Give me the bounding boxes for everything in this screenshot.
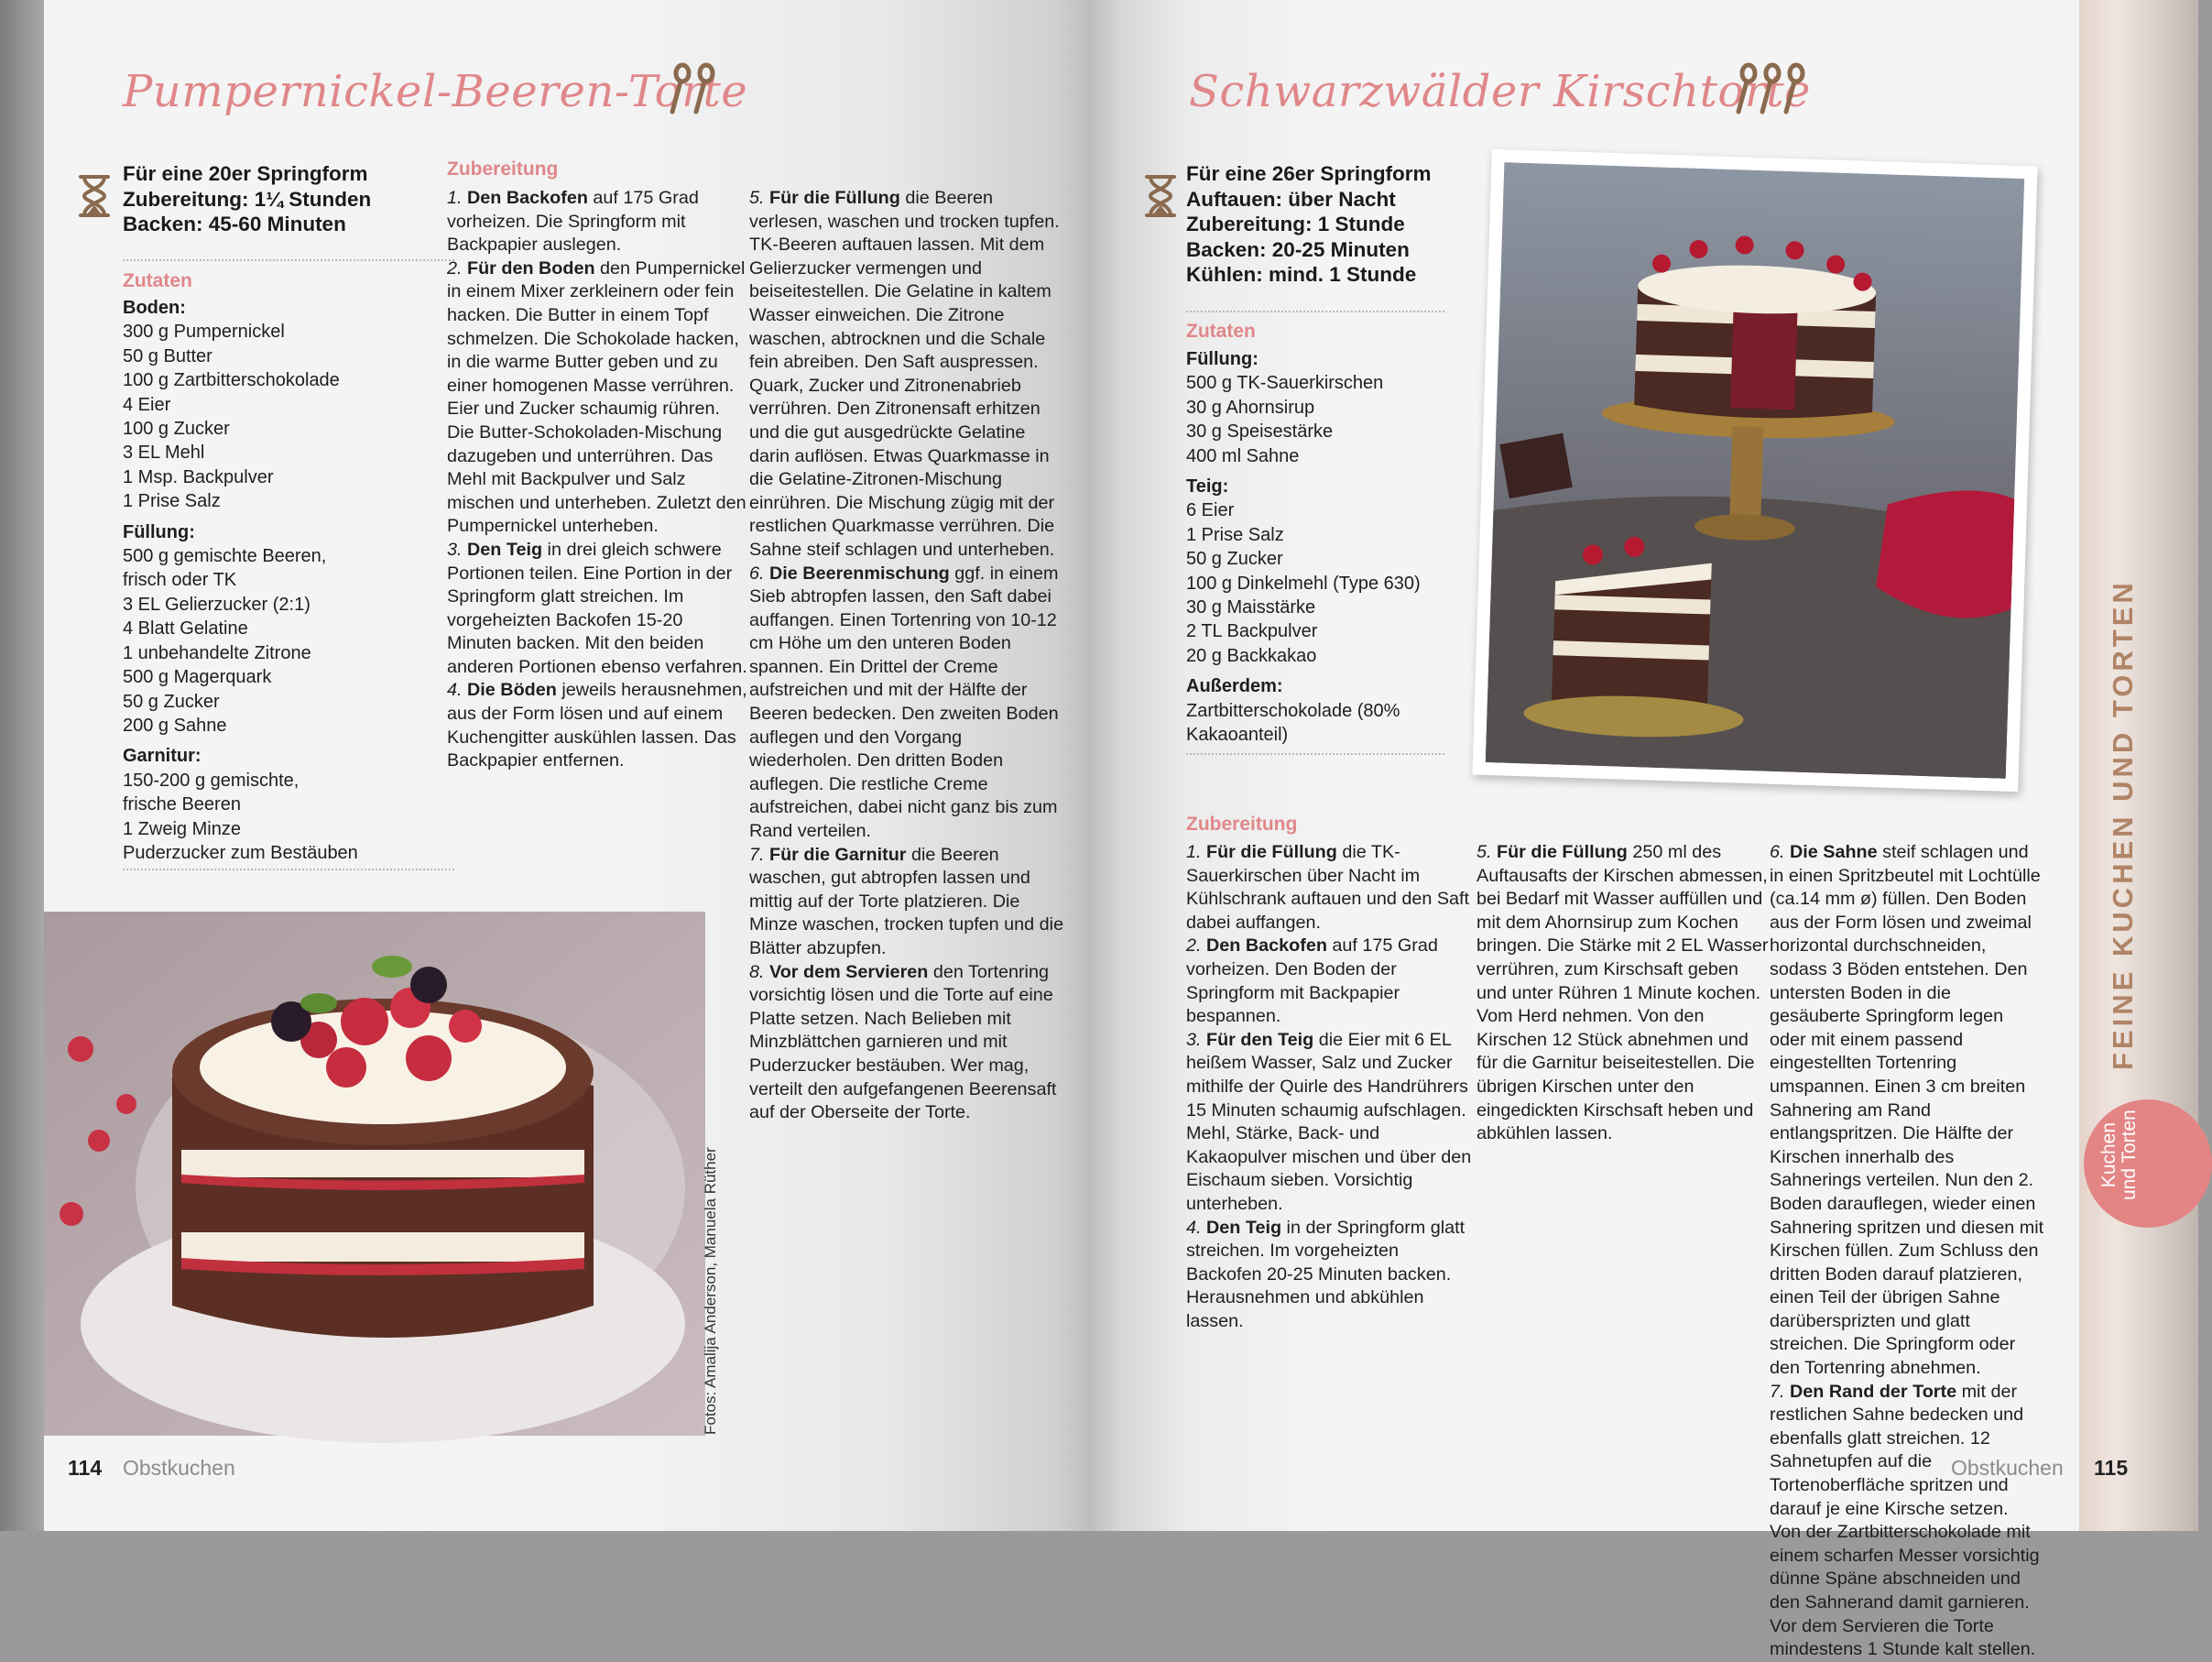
difficulty-spoons [1733, 62, 1810, 126]
ingredient: 50 g Zucker [1186, 549, 1283, 570]
preparation-column [447, 187, 749, 773]
photo-credit: Fotos: Amalija Anderson, Manuela Rüther [702, 1147, 719, 1435]
divider [123, 869, 454, 870]
cake-photo-image [1486, 162, 2024, 779]
step: 1. Für die Füllung die TK-Sauerkirschen über Nacht im Kühlschrank auftauen und den Saft dabei auffangen. [1186, 842, 1470, 933]
black-forest-photo [1472, 149, 2037, 792]
ingredient: 4 Blatt Gelatine [123, 618, 248, 640]
ingredient: frisch oder TK [123, 570, 237, 591]
ingredient: 3 EL Gelierzucker (2:1) [123, 594, 311, 615]
divider [123, 259, 454, 261]
recipe-meta [1186, 161, 1432, 288]
ingredient-group-title: Füllung: [1186, 349, 1259, 369]
step: 5. Für die Füllung 250 ml des Auftausafts der Kirschen abmessen, bei Bedarf mit Wasser auffüllen und mit dem Ahornsirup zum Kochen bringen. Die Stärke mit 2 EL Wasser verrühren, zum Kirschsaft geben und unter Rühren 1 Minute kochen. Vom Herd nehmen. Von den Kirschen 12 Stück abnehmen und für die Garnitur beiseitestellen. Die übrigen Kirschen unter den eingedickten Kirschsaft heben und abkühlen lassen. [1476, 842, 1769, 1144]
preparation-column [1186, 841, 1472, 1333]
ingredient: 50 g Zucker [123, 691, 220, 712]
meta-line: Für eine 20er Springform [123, 162, 368, 185]
page-number: 114 [68, 1456, 103, 1480]
ingredient: 1 Prise Salz [1186, 524, 1284, 545]
ingredients-list [123, 296, 358, 865]
recipe-title: Pumpernickel-Beeren-Torte [123, 66, 748, 117]
ingredient: 3 EL Mehl [123, 443, 205, 464]
ingredient: 30 g Speisestärke [1186, 421, 1334, 443]
ingredient: 1 Prise Salz [123, 491, 221, 512]
ingredient: 4 Eier [123, 394, 171, 415]
step: 7. Den Rand der Torte mit der restlichen Sahne bedecken und ebenfalls glatt streichen. 12 Sahnetupfen auf die Tortenoberfläche spritzen und darauf je eine Kirsche setzen. Von der Zartbitterschokolade mit einem scharfen Messer vorsichtig dünne Späne abschneiden und den Sahnerand damit garnieren. Vor dem Servieren die Torte mindestens 1 Stunde kalt stellen. [1770, 1381, 2040, 1660]
meta-line: Backen: 20-25 Minuten [1186, 237, 1410, 261]
ingredients-heading: Zutaten [123, 270, 192, 291]
ingredient: 100 g Zartbitterschokolade [123, 370, 340, 391]
preparation-column [1476, 841, 1770, 1146]
meta-line: Auftauen: über Nacht [1186, 187, 1396, 211]
page-number: 115 [2094, 1456, 2129, 1480]
ingredient: 1 unbehandelte Zitrone [123, 642, 311, 663]
ingredient: 30 g Ahornsirup [1186, 397, 1315, 418]
spoon-icon [667, 62, 720, 117]
chapter-side-title: FEINE KUCHEN UND TORTEN [2107, 579, 2139, 1070]
ingredient-group-title: Füllung: [123, 521, 195, 542]
step: 3. Den Teig in drei gleich schwere Portionen teilen. Eine Portion in der Springform glatt streichen. Im vorgeheizten Backofen 15-20 Minuten backen. Mit den beiden anderen Portionen ebenso verfahren. [447, 539, 747, 677]
ingredient: 1 Zweig Minze [123, 818, 241, 839]
step: 6. Die Sahne steif schlagen und in einen Spritzbeutel mit Lochtülle (ca.14 mm ø) füllen. Den Boden aus der Form lösen und zweimal horizontal durchschneiden, sodass 3 Böden entstehen. Den untersten Boden in die gesäuberte Springform legen oder mit einem passend eingestellten Tortenring umspannen. Einen 3 cm breiten Sahnering am Rand entlangspritzen. Die Hälfte der Kirschen innerhalb des Sahnerings verteilen. Nun den 2. Boden darauflegen, wieder einen Sahnering spritzen und diesen mit Kirschen füllen. Zum Schluss den dritten Boden darauf platzieren, einen Teil der übrigen Sahne darübersprizten und glatt streichen. Die Springform oder den Tortenring abnehmen. [1770, 842, 2044, 1379]
ingredient: Puderzucker zum Bestäuben [123, 842, 358, 863]
meta-line: Backen: 45-60 Minuten [123, 213, 346, 235]
preparation-heading: Zubereitung [447, 159, 559, 180]
step: 3. Für den Teig die Eier mit 6 EL heißem Wasser, Salz und Zucker mithilfe der Quirle des Handrührers 15 Minuten schaumig aufschlagen. Mehl, Stärke, Back- und Kakaopulver mischen und über den Eischaum sieben. Vorsichtig unterheben. [1186, 1029, 1472, 1214]
book-left-edge [0, 0, 44, 1531]
step: 4. Die Böden jeweils herausnehmen, aus der Form lösen und auf einem Kuchengitter auskühlen lassen. Das Backpapier entfernen. [447, 680, 747, 771]
step: 1. Den Backofen auf 175 Grad vorheizen. Die Springform mit Backpapier auslegen. [447, 188, 699, 256]
ingredient: 2 TL Backpulver [1186, 621, 1318, 642]
ingredient-group-title: Außerdem: [1186, 676, 1283, 697]
preparation-column [749, 187, 1068, 1125]
meta-line: Kühlen: mind. 1 Stunde [1186, 263, 1417, 286]
ingredient: 300 g Pumpernickel [123, 322, 285, 343]
spoon-icon [1733, 62, 1810, 117]
meta-line: Für eine 26er Springform [1186, 162, 1432, 185]
section-name: Obstkuchen [1951, 1456, 2064, 1480]
ingredient: Zartbitterschokolade (80% [1186, 700, 1400, 721]
section-name: Obstkuchen [123, 1456, 235, 1480]
ingredient: 500 g TK-Sauerkirschen [1186, 373, 1384, 394]
difficulty-spoons [667, 62, 720, 126]
recipe-meta [123, 161, 371, 237]
hourglass-icon [79, 174, 110, 218]
ingredient: 100 g Zucker [123, 419, 230, 440]
berry-cake-photo [44, 912, 705, 1436]
step: 5. Für die Füllung die Beeren verlesen, waschen und trocken tupfen. TK-Beeren auftauen lassen. Mit dem Gelierzucker vermengen und beiseitestellen. Die Gelatine in kaltem Wasser einweichen. Die Zitrone waschen, abtrocknen und die Schale fein abreiben. Den Saft auspressen. Quark, Zucker und Zitronenabrieb verrühren. Den Zitronensaft erhitzen und die gut ausgedrückte Gelatine darin auflösen. Etwas Quarkmasse in die Gelatine-Zitronen-Mischung einrühren. Die Mischung zügig mit der restlichen Quarkmasse verrühren. Die Sahne steif schlagen und unterheben. [749, 188, 1060, 560]
step: 6. Die Beerenmischung ggf. in einem Sieb abtropfen lassen, den Saft dabei auffangen. Einen Tortenring von 10-12 cm Höhe um den unteren Boden spannen. Ein Drittel der Creme aufstreichen und mit der Hälfte der Beeren bedecken. Den zweiten Boden auflegen und den Vorgang wiederholen. Den dritten Boden auflegen. Die restliche Creme aufstreichen, dabei nicht ganz bis zum Rand verteilen. [749, 563, 1059, 842]
chapter-tab-label: Kuchen und Torten [2098, 1110, 2140, 1200]
step: 2. Für den Boden den Pumpernickel in einem Mixer zerkleinern oder fein hacken. Die Butter in einem Topf schmelzen. Die Schokolade hacken, in die warme Butter geben und zu einer homogenen Masse verrühren. Eier und Zucker schaumig rühren. Die Butter-Schokoladen-Mischung dazugeben und unterrühren. Das Mehl mit Backpulver und Salz mischen und unterheben. Zuletzt den Pumpernickel unterheben. [447, 257, 746, 537]
preparation-column [1770, 841, 2044, 1662]
ingredient: 150-200 g gemischte, [123, 770, 300, 791]
ingredient: Kakaoanteil) [1186, 725, 1289, 746]
divider [1186, 753, 1444, 755]
ingredient-group-title: Boden: [123, 298, 186, 318]
step: 7. Für die Garnitur die Beeren waschen, gut abtropfen lassen und mittig auf der Torte platzieren. Die Minze waschen, trocken tupfen und die Blätter abzupfen. [749, 844, 1064, 958]
ingredient: 6 Eier [1186, 500, 1235, 521]
step: 2. Den Backofen auf 175 Grad vorheizen. Den Boden der Springform mit Backpapier bespannen. [1186, 935, 1438, 1027]
ingredient: 400 ml Sahne [1186, 445, 1300, 466]
ingredient: frische Beeren [123, 794, 241, 815]
meta-line: Zubereitung: 1¼ Stunden [123, 187, 372, 211]
ingredient: 20 g Backkakao [1186, 645, 1317, 666]
ingredient: 500 g gemischte Beeren, [123, 546, 327, 567]
step: 8. Vor dem Servieren den Tortenring vorsichtig lösen und die Torte auf eine Platte setzen. Nach Belieben mit Minzblättchen garnieren und mit Puderzucker bestäuben. Wer mag, verteilt den aufgefangenen Beerensaft auf der Oberseite der Torte. [749, 961, 1057, 1123]
ingredient: 100 g Dinkelmehl (Type 630) [1186, 573, 1421, 594]
ingredient-group-title: Garnitur: [123, 746, 202, 767]
ingredient: 200 g Sahne [123, 715, 227, 736]
preparation-heading: Zubereitung [1186, 814, 1298, 835]
ingredient-group-title: Teig: [1186, 476, 1229, 498]
ingredients-list [1186, 347, 1421, 748]
ingredient: 500 g Magerquark [123, 667, 272, 688]
hourglass-icon [1145, 174, 1176, 218]
ingredient: 50 g Butter [123, 345, 212, 366]
divider [1186, 311, 1444, 312]
ingredient: 30 g Maisstärke [1186, 597, 1316, 618]
ingredient: 1 Msp. Backpulver [123, 466, 274, 487]
ingredients-heading: Zutaten [1186, 321, 1256, 342]
left-page [44, 0, 1090, 1531]
step: 4. Den Teig in der Springform glatt streichen. Im vorgeheizten Backofen 20-25 Minuten backen. Herausnehmen und abkühlen lassen. [1186, 1217, 1466, 1331]
recipe-title: Schwarzwälder Kirschtorte [1189, 66, 1811, 117]
meta-line: Zubereitung: 1 Stunde [1186, 213, 1405, 235]
